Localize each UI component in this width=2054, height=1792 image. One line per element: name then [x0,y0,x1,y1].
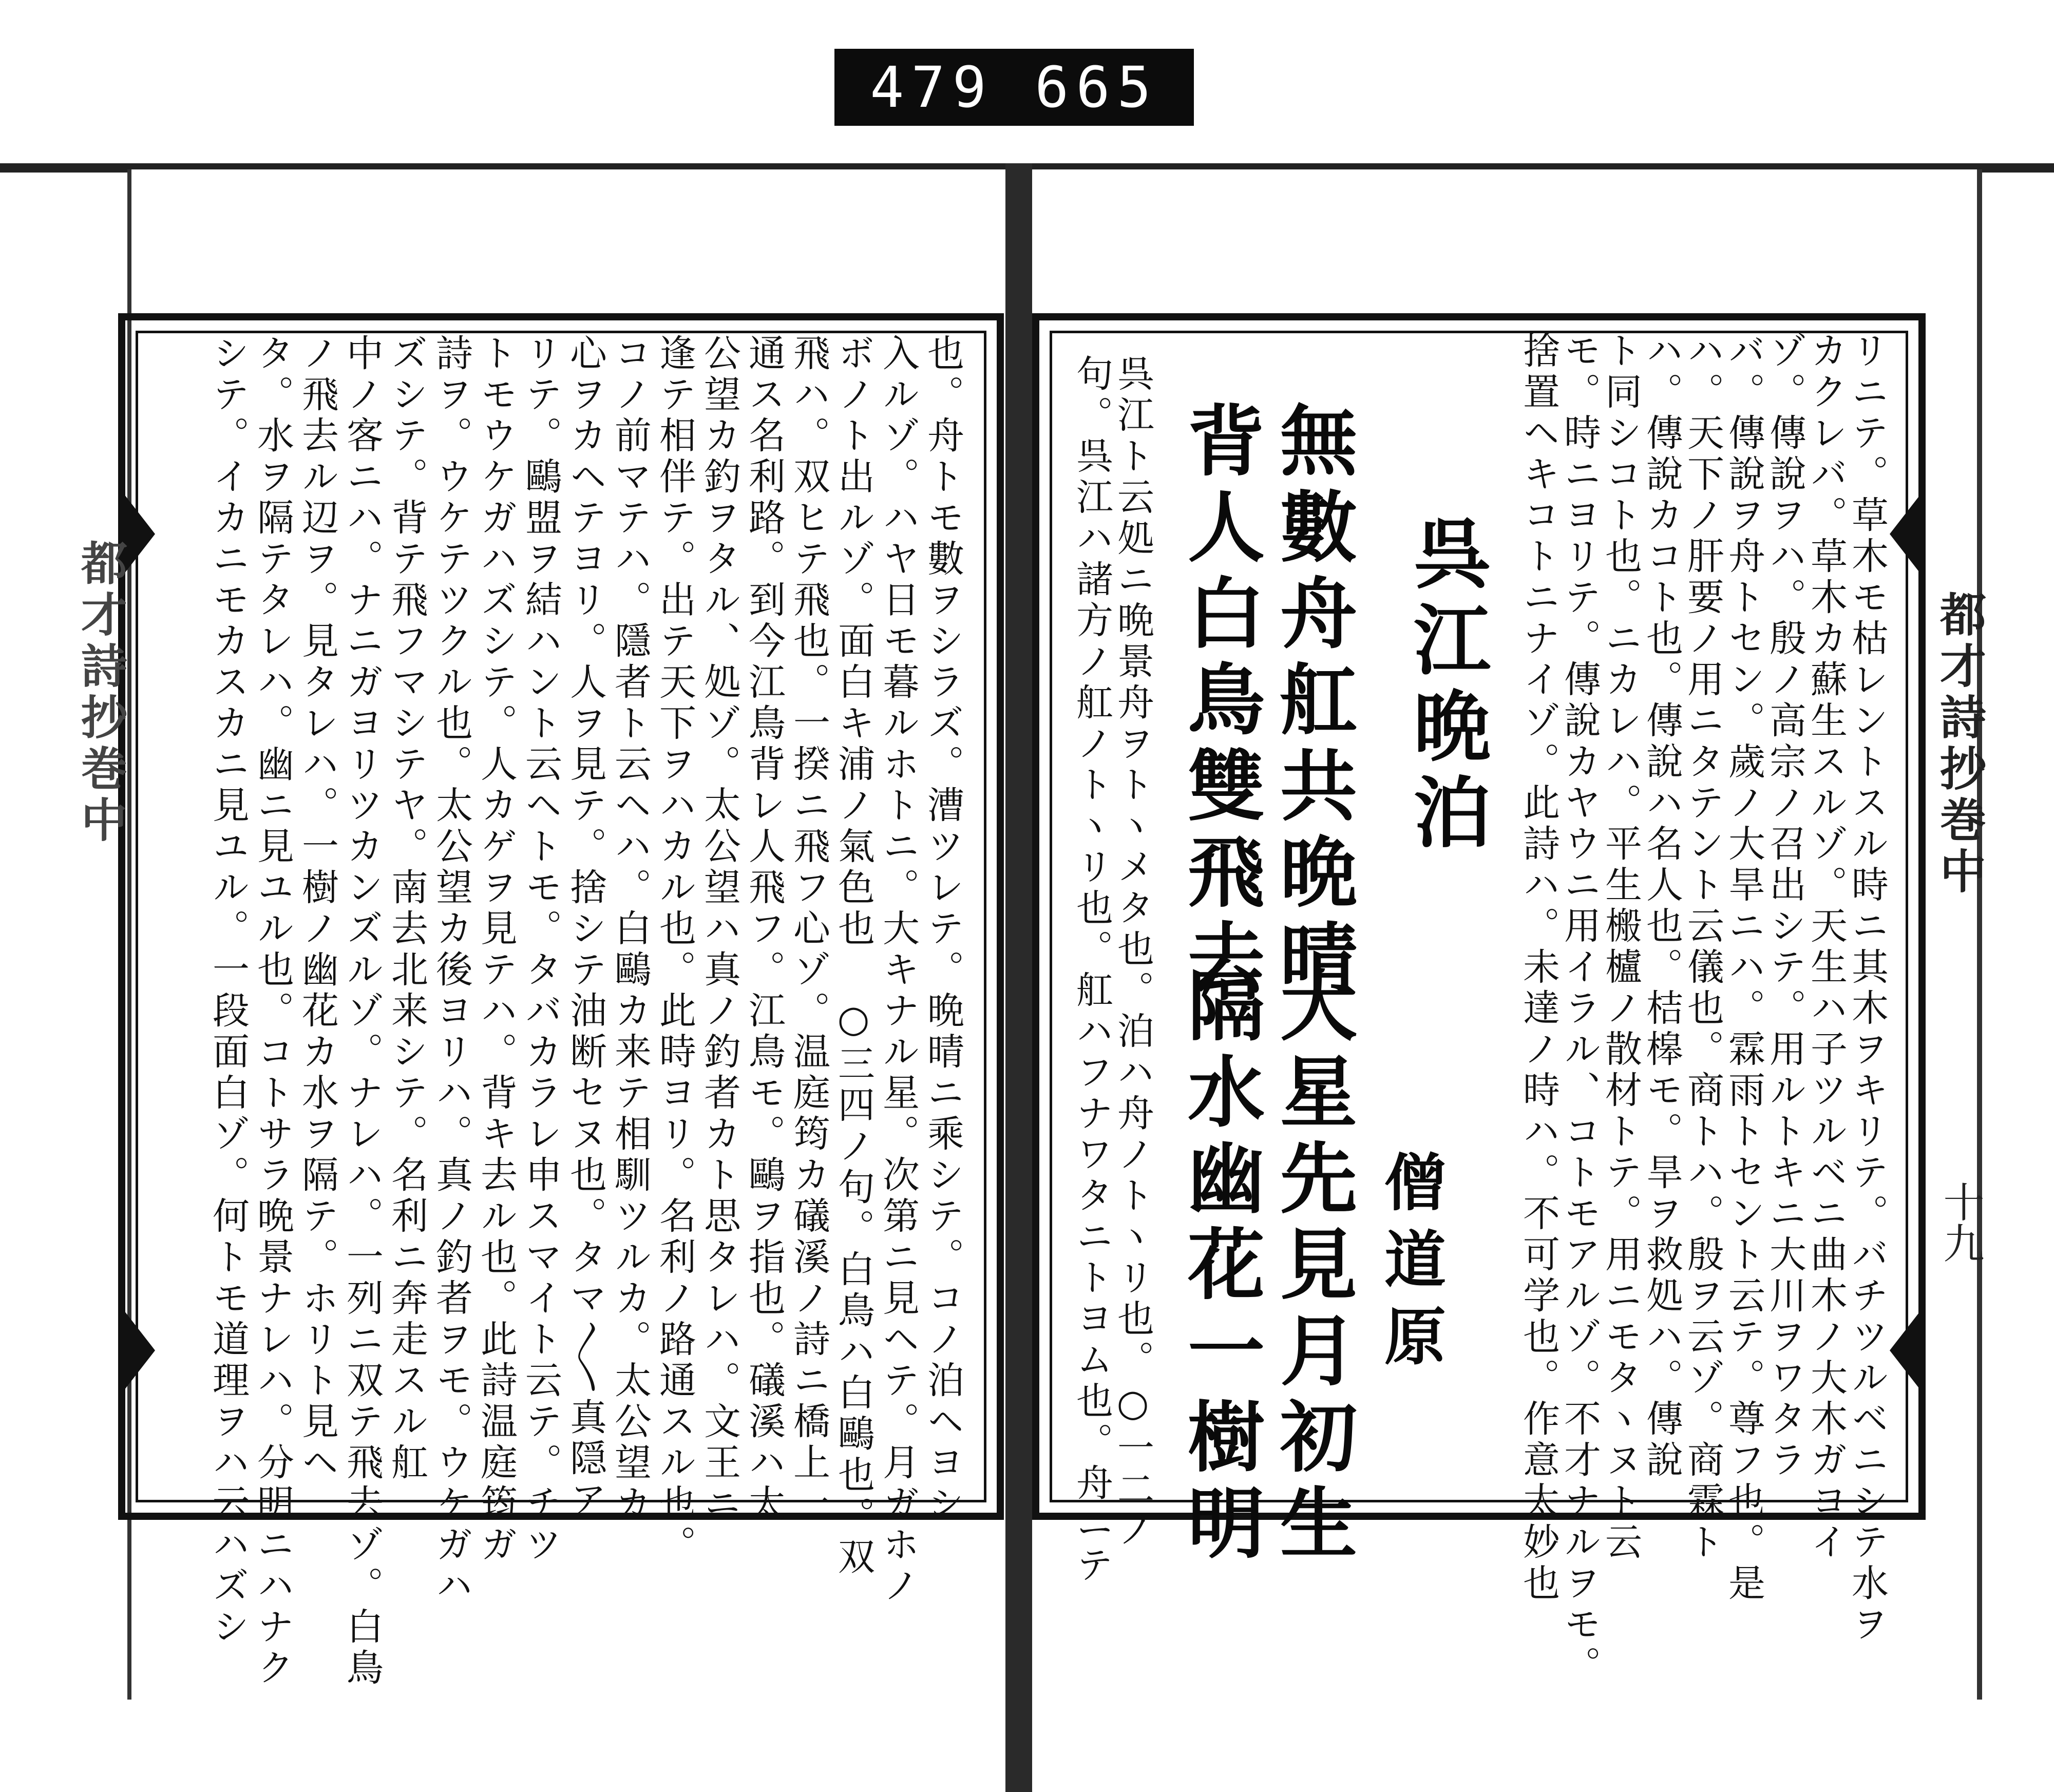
commentary-line: タ。水ヲ隔テタレハ。幽ニ見ユル也。コトサラ晩景ナレハ。分明ニハナク [251,334,294,1689]
book-spine [1005,163,1032,1792]
commentary-line: 飛ハ。双ヒテ飛也。一揆ニ飛フ心ゾ。温庭筠カ礒溪ノ詩ニ橋上一 [787,334,830,1525]
right-fold-marker [1890,488,1926,580]
left-side-title: 都才詩抄巻中 [73,539,127,847]
commentary-line: 也。舟トモ數ヲシラズ。漕ツレテ。晩晴ニ乘シテ。コノ泊ヘヨシ [921,334,964,1525]
commentary-line: カクレバ。草木カ蘇生スルゾ。天生ハ子ツルベニ曲木ノ大木ガヨイ [1804,331,1848,1564]
commentary-line: シテ。イカニモカスカニ見ユル。一段面白ゾ。何トモ道理ヲハ云ハズシ [206,334,250,1648]
page-number: 十九 [1936,1181,1984,1263]
commentary-line: ノ飛去ル辺ヲ。見タレハ。一樹ノ幽花カ水ヲ隔テ。ホリト見ヘ [296,334,339,1484]
commentary-line: 呉江ト云処ニ晩景舟ヲトヽメタ也。泊ハ舟ノトヽリ也。○一二ノ [1111,354,1154,1552]
poem-line: 背人白鳥雙飛去 [1174,401,1265,1004]
commentary-line: トモウケガハズシテ。人カゲヲ見テハ。背キ去ル也。此詩温庭筠ガ [474,334,518,1566]
right-fold-marker-lower [1890,1304,1926,1397]
commentary-line: ト同シコト也。ニカレハ。平生㮽櫨ノ散材トテ。用ニモタヽヌト云 [1599,331,1642,1564]
commentary-line: 公望カ釣ヲタル、処ゾ。太公望ハ真ノ釣者カト思タレハ。文王ニ [698,334,741,1525]
commentary-line: 詩ヲ。ウケテツクル也。太公望カ後ヨリハ。真ノ釣者ヲモ。ウケガハ [430,334,473,1607]
commentary-line: 心ヲカヘテヨリ。人ヲ見テ。捨シテ油断セヌ也。タマ〱真隠ア [564,334,607,1521]
commentary-line: ズシテ。背テ飛フマシテヤ。南去北来シテ。名利ニ奔走スル舡 [385,334,428,1484]
commentary-line: 句。呉江ハ諸方ノ舡ノトヽリ也。舡ハフナワタニトヨム也。舟ニテ [1070,354,1113,1587]
left-fold-marker-lower [119,1304,155,1397]
poem-line: 隔水幽花一樹明 [1174,965,1265,1569]
commentary-line: ハ。天下ノ肝要ノ用ニタテント云儀也。商トハ。殷ヲ云ゾ。商霖ト [1681,331,1724,1564]
commentary-line: リニテ。草木モ枯レントスル時ニ其木ヲキリテ。バチツルベニシテ水ヲ [1846,331,1889,1646]
right-page-header: 都才詩抄巻中 [1932,590,1986,899]
commentary-line: コノ前マテハ。隱者ト云ヘハ。白鷗カ来テ相馴ツルカ。太公望カ [608,334,652,1525]
poem-author: 僧道原 [1374,1150,1447,1381]
poem-line: 大星先見月初生 [1267,965,1357,1569]
commentary-line: リテ。鷗盟ヲ結ハント云ヘトモ。タバカラレ申スマイト云テ。チツ [519,334,562,1566]
commentary-line: 通ス名利路。到今江鳥背レ人飛フ。江鳥モ。鷗ヲ指也。礒溪ハ太 [743,334,786,1525]
commentary-line: 入ルゾ。ハヤ日モ暮ルホトニ。大キナル星。次第ニ見ヘテ。月ガホノ [877,334,920,1607]
poem-line: 無數舟舡共晩晴 [1267,401,1357,1004]
commentary-line: ハ。傳說カコト也。傳說ハ名人也。桔槔モ。旱ヲ救処ハ。傳說 [1640,331,1683,1481]
commentary-line: ゾ。傳說ヲハ。殷ノ高宗ノ召出シテ。用ルトキニ大川ヲワタラ [1763,331,1806,1481]
archive-label: 479 665 [834,49,1194,126]
commentary-line: ボノト出ルゾ。面白キ浦ノ氣色也 ○三四ノ句。白鳥ハ白鷗也。双 [832,334,875,1578]
commentary-line: 中ノ客ニハ。ナニガヨリツカンズルゾ。ナレハ。一列ニ双テ飛去ゾ。白鳥 [340,334,384,1689]
commentary-line: モ。時ニヨリテ。傳說カヤウニ用イラル、コトモアルゾ。不才ナルヲモ。 [1558,331,1601,1687]
commentary-line: バ。傳說ヲ舟トセン。歲ノ大旱ニハ。霖雨トセント云テ。尊フ也。是 [1722,331,1765,1605]
commentary-line: 逢テ相伴テ。出テ天下ヲハカル也。此時ヨリ。名利ノ路通スル也。 [653,334,696,1566]
commentary-line: 捨置ヘキコトニナイゾ。此詩ハ。未達ノ時ハ。不可学也。作意太妙也 [1517,331,1560,1605]
poem-title: 呉江晩泊 [1400,513,1491,859]
